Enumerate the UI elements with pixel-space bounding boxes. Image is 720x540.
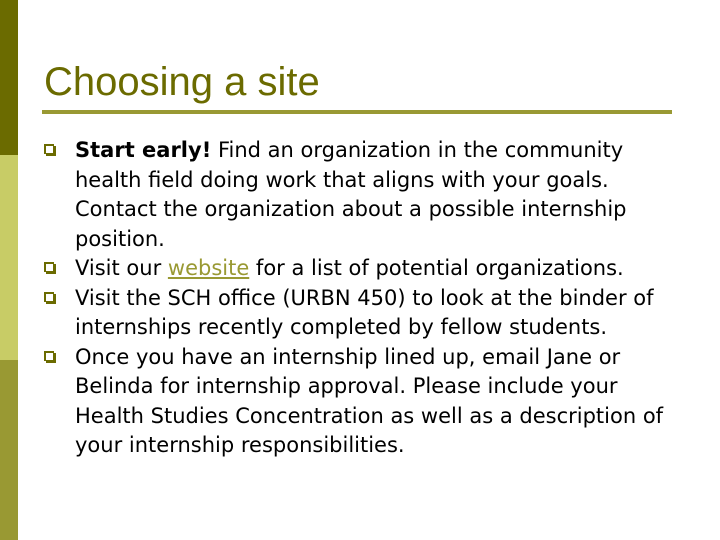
website-link[interactable]: website xyxy=(167,256,250,280)
bullet-text: Find an organization in the community health field doing work that aligns with your goals. Contact the organization about a possible internship position. xyxy=(75,138,627,251)
bullet-item-approval xyxy=(44,343,680,461)
bullet-item-sch-office xyxy=(44,284,680,343)
side-accent-bar-middle xyxy=(0,155,18,360)
bullet-lead-text: Start early! xyxy=(75,138,212,162)
bullet-list xyxy=(44,136,680,461)
bullet-text: Visit the SCH office (URBN 450) to look at the binder of internships recently completed by fellow students. xyxy=(75,285,654,339)
square-bullet-icon xyxy=(44,262,54,272)
bullet-text: Once you have an internship lined up, email Jane or Belinda for internship approval. Please include your Health Studies Concentration as well as a description of your internship responsibilities. xyxy=(75,344,664,457)
square-bullet-icon xyxy=(44,144,54,154)
bullet-item-start-early xyxy=(44,136,680,254)
bullet-text-after-link: for a list of potential organizations. xyxy=(249,256,624,280)
square-bullet-icon xyxy=(44,351,54,361)
side-accent-bar-bottom xyxy=(0,360,18,540)
side-accent-bar-top xyxy=(0,0,18,155)
bullet-item-website xyxy=(44,254,680,284)
slide-title: Choosing a site xyxy=(44,60,320,104)
bullet-text-before-link: Visit our xyxy=(75,256,168,280)
title-underline xyxy=(42,110,672,114)
square-bullet-icon xyxy=(44,292,54,302)
